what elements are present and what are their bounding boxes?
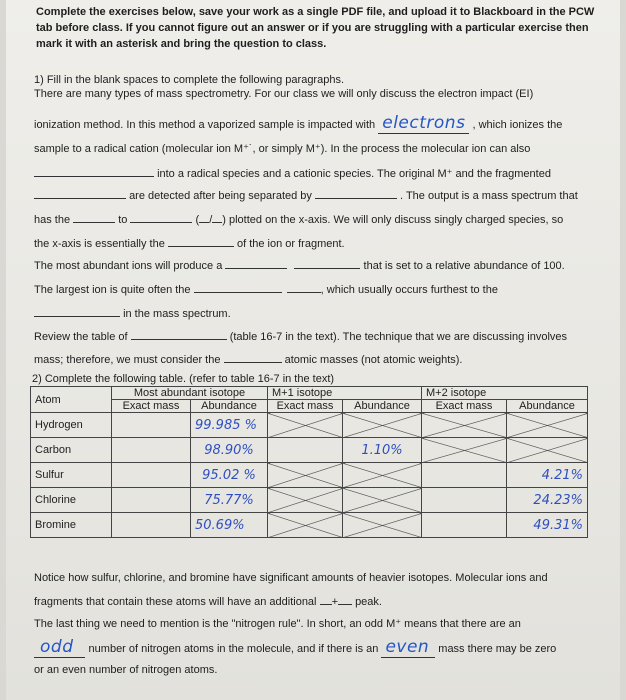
text-segment: into a radical species and a cationic species. The original M⁺ and the fragmented <box>157 168 551 180</box>
answer-electrons: electrons <box>378 113 469 134</box>
text-segment: mass; therefore, we must consider the <box>34 354 221 366</box>
crossed-out-cell <box>343 463 422 488</box>
blank-fragments[interactable] <box>34 166 154 177</box>
abundance-cell[interactable]: 4.21% <box>507 463 588 488</box>
crossed-out-cell <box>422 438 507 463</box>
atom-cell: Carbon <box>31 438 112 463</box>
exact-mass-cell[interactable] <box>422 488 507 513</box>
atom-column-header: Atom <box>31 387 112 413</box>
text-segment: The largest ion is quite often the <box>34 284 191 296</box>
blank-ion[interactable] <box>287 282 321 293</box>
blank-ions[interactable] <box>34 188 126 199</box>
abundance-cell[interactable]: 50.69% <box>191 513 268 538</box>
abundance-cell[interactable]: 1.10% <box>343 438 422 463</box>
answer-odd: odd <box>34 637 85 658</box>
notice-line-3: The last thing we need to mention is the "nitrogen rule". In short, an odd M⁺ means that there are an <box>34 618 521 630</box>
exact-mass-cell[interactable] <box>422 513 507 538</box>
abundance-cell[interactable]: 99.985 % <box>191 413 268 438</box>
subheader-exact-mass: Exact mass <box>422 400 507 413</box>
text-segment: of the ion or fragment. <box>236 238 345 250</box>
q1-para-line-9 <box>34 282 498 296</box>
table-row <box>31 413 588 438</box>
q1-para-line-10 <box>34 306 231 320</box>
blank-m-plus[interactable] <box>320 594 332 605</box>
blank-mass[interactable] <box>168 236 234 247</box>
group-header-m1: M+1 isotope <box>268 387 422 400</box>
text-segment: The most abundant ions will produce a <box>34 260 223 272</box>
q1-para-line-2 <box>34 113 562 133</box>
exact-mass-cell[interactable] <box>112 513 191 538</box>
text-segment: the x-axis is essentially the <box>34 238 165 250</box>
q1-para-line-12 <box>34 352 462 366</box>
blank-base[interactable] <box>225 258 287 269</box>
crossed-out-cell <box>268 413 343 438</box>
worksheet-page <box>6 0 620 700</box>
blank-peak[interactable] <box>294 258 360 269</box>
table-row <box>31 513 588 538</box>
text-segment: in the mass spectrum. <box>123 308 231 320</box>
text-segment: . The output is a mass spectrum that <box>400 190 578 202</box>
exact-mass-cell[interactable] <box>422 463 507 488</box>
text-segment: has the <box>34 214 71 226</box>
text-segment: / <box>209 214 213 226</box>
text-segment: atomic masses (not atomic weights). <box>284 354 463 366</box>
atom-cell: Sulfur <box>31 463 112 488</box>
isotope-table <box>30 386 588 538</box>
subheader-abundance: Abundance <box>191 400 268 413</box>
text-segment: Review the table of <box>34 331 128 343</box>
exact-mass-cell[interactable] <box>112 488 191 513</box>
blank-ratio-2[interactable] <box>130 212 192 223</box>
text-segment: + <box>331 596 338 608</box>
blank-molecular[interactable] <box>194 282 282 293</box>
abundance-cell[interactable]: 24.23% <box>507 488 588 513</box>
exact-mass-cell[interactable] <box>112 463 191 488</box>
q1-para-line-6 <box>34 212 563 226</box>
notice-line-1: Notice how sulfur, chlorine, and bromine have significant amounts of heavier isotopes. Molecular ions and <box>34 572 548 584</box>
answer-even: even <box>381 637 435 658</box>
q1-para-line-5 <box>34 188 578 202</box>
blank-separation[interactable] <box>315 188 397 199</box>
exact-mass-cell[interactable] <box>112 413 191 438</box>
blank-two[interactable] <box>338 594 352 605</box>
blank-ratio-1[interactable] <box>73 212 115 223</box>
blank-z[interactable] <box>212 212 222 223</box>
notice-line-5: or an even number of nitrogen atoms. <box>34 664 218 676</box>
table-row <box>31 488 588 513</box>
atom-cell: Hydrogen <box>31 413 112 438</box>
text-segment: ionization method. In this method a vaporized sample is impacted with <box>34 119 376 131</box>
text-segment: peak. <box>355 596 382 608</box>
blank-exact[interactable] <box>224 352 282 363</box>
crossed-out-cell <box>507 413 588 438</box>
crossed-out-cell <box>422 413 507 438</box>
atom-cell: Chlorine <box>31 488 112 513</box>
text-segment: ) plotted on the x-axis. We will only discuss singly charged species, so <box>222 214 564 226</box>
crossed-out-cell <box>343 413 422 438</box>
abundance-cell[interactable]: 75.77% <box>191 488 268 513</box>
crossed-out-cell <box>268 513 343 538</box>
intro-line-3: mark it with an asterisk and bring the question to class. <box>36 38 327 50</box>
intro-line-1: Complete the exercises below, save your work as a single PDF file, and upload it to Blackboard in the PCW <box>36 6 595 18</box>
table-row <box>31 438 588 463</box>
text-segment: , which ionizes the <box>472 119 563 131</box>
notice-line-2 <box>34 594 382 608</box>
subheader-exact-mass: Exact mass <box>112 400 191 413</box>
text-segment: (table 16-7 in the text). The technique that we are discussing involves <box>229 331 568 343</box>
text-segment: ( <box>195 214 200 226</box>
crossed-out-cell <box>343 488 422 513</box>
q1-para-line-8 <box>34 258 565 272</box>
text-segment: to <box>118 214 128 226</box>
table-subheader-row <box>31 400 588 413</box>
table-row <box>31 463 588 488</box>
exact-mass-cell[interactable] <box>268 438 343 463</box>
subheader-abundance: Abundance <box>507 400 588 413</box>
group-header-most-abundant: Most abundant isotope <box>112 387 268 400</box>
text-segment: , which usually occurs furthest to the <box>320 284 498 296</box>
subheader-exact-mass: Exact mass <box>268 400 343 413</box>
abundance-cell[interactable]: 98.90% <box>191 438 268 463</box>
subheader-abundance: Abundance <box>343 400 422 413</box>
q1-para-line-1: There are many types of mass spectrometry. For our class we will only discuss the electron impact (EI) <box>34 88 534 100</box>
text-segment: that is set to a relative abundance of 100. <box>363 260 565 272</box>
crossed-out-cell <box>268 463 343 488</box>
notice-line-4 <box>34 637 556 657</box>
text-segment: mass there may be zero <box>438 643 557 655</box>
blank-m[interactable] <box>199 212 209 223</box>
q1-heading: 1) Fill in the blank spaces to complete the following paragraphs. <box>34 74 345 86</box>
abundance-cell[interactable]: 95.02 % <box>191 463 268 488</box>
text-segment: number of nitrogen atoms in the molecule, and if there is an <box>88 643 379 655</box>
q1-para-line-4 <box>34 166 551 180</box>
blank-isotopes[interactable] <box>131 329 227 340</box>
q1-para-line-7 <box>34 236 345 250</box>
q2-heading: 2) Complete the following table. (refer to table 16-7 in the text) <box>32 373 335 385</box>
q1-para-line-3: sample to a radical cation (molecular ion M⁺˙, or simply M⁺). In the process the molecular ion can also <box>34 143 531 155</box>
table-header-row <box>31 387 588 400</box>
text-segment: are detected after being separated by <box>129 190 312 202</box>
intro-line-2: tab before class. If you cannot figure out an answer or if you are struggling with a particular exercise then <box>36 22 589 34</box>
group-header-m2: M+2 isotope <box>422 387 588 400</box>
q1-para-line-11 <box>34 329 567 343</box>
text-segment: fragments that contain these atoms will have an additional <box>34 596 317 608</box>
abundance-cell[interactable]: 49.31% <box>507 513 588 538</box>
crossed-out-cell <box>268 488 343 513</box>
atom-cell: Bromine <box>31 513 112 538</box>
blank-right[interactable] <box>34 306 120 317</box>
exact-mass-cell[interactable] <box>112 438 191 463</box>
crossed-out-cell <box>507 438 588 463</box>
crossed-out-cell <box>343 513 422 538</box>
